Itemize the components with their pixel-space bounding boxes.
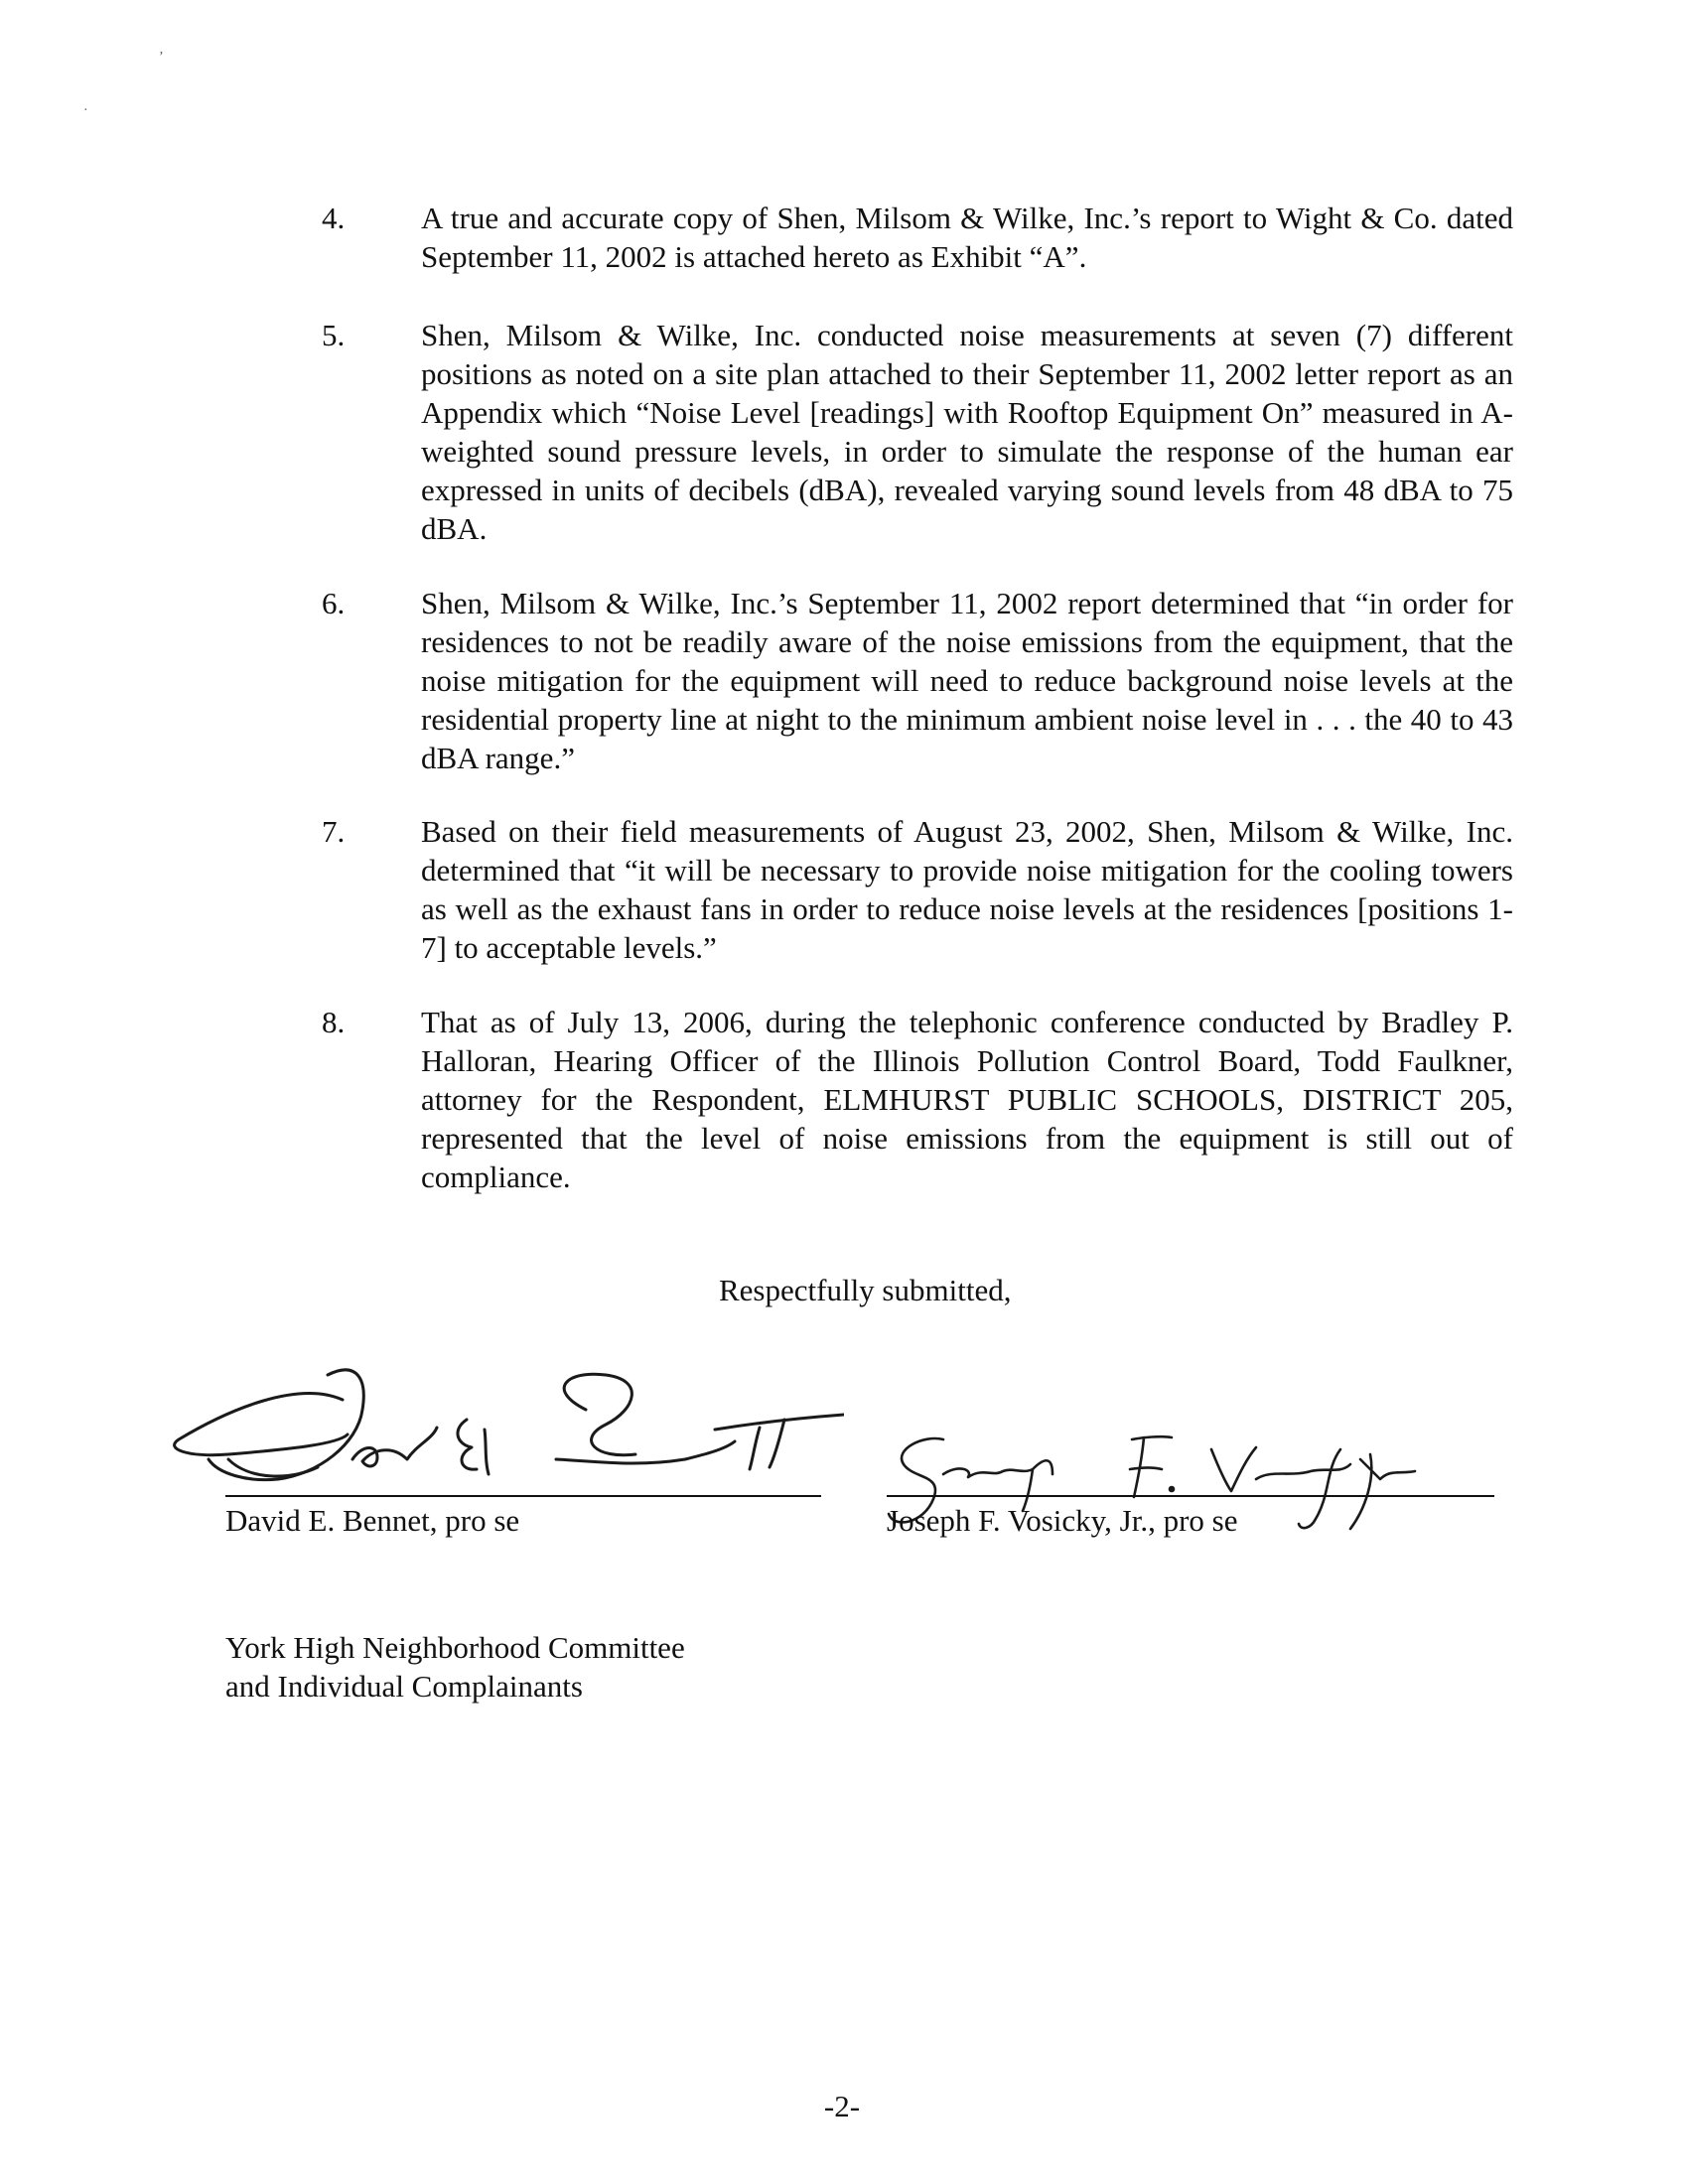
signatory-name-bennet: David E. Bennet, pro se — [225, 1503, 520, 1538]
committee-subline: and Individual Complainants — [225, 1669, 583, 1704]
signatory-name-vosicky: Joseph F. Vosicky, Jr., pro se — [887, 1503, 1238, 1538]
signature-line-vosicky — [887, 1495, 1494, 1497]
paragraph-text: Shen, Milsom & Wilke, Inc.’s September 11, 2002 report determined that “in order for residences to not be readily aware of the noise emissions from the equipment, that the noise mitigation for the equipment will need to reduce background noise levels at the residential property line at night to the minimum ambient noise level in . . . the 40 to 43 dBA range.” — [421, 586, 1513, 775]
paragraph-number: 5. — [322, 318, 346, 352]
closing-line: Respectfully submitted, — [719, 1273, 1012, 1307]
committee-block — [225, 1628, 685, 1706]
paragraph-number: 8. — [322, 1005, 346, 1039]
signature-line-bennet — [225, 1495, 821, 1497]
paragraph-text: A true and accurate copy of Shen, Milsom & Wilke, Inc.’s report to Wight & Co. dated September 11, 2002 is attached hereto as Exhibit “A”. — [421, 201, 1513, 274]
handwritten-signature-vosicky — [874, 1420, 1430, 1539]
paragraph-number: 4. — [322, 201, 346, 235]
paragraph-number: 6. — [322, 586, 346, 620]
scan-speck: ’ — [159, 50, 164, 65]
paragraph-text: Based on their field measurements of August 23, 2002, Shen, Milsom & Wilke, Inc. determined that “it will be necessary to provide noise mitigation for the cooling towers as well as the exhaust fans in order to reduce noise levels at the residences [positions 1-7] to acceptable levels.” — [421, 814, 1513, 965]
committee-name-line: York High Neighborhood Committee — [225, 1630, 685, 1665]
scan-speck: · — [83, 103, 88, 118]
paragraph-number: 7. — [322, 814, 346, 849]
page-number: -2- — [823, 2089, 861, 2123]
paragraph-text: Shen, Milsom & Wilke, Inc. conducted noise measurements at seven (7) different positions as noted on a site plan attached to their September 11, 2002 letter report as an Appendix which “Noise Level [readings] with Rooftop Equipment On” measured in A-weighted sound pressure levels, in order to simulate the response of the human ear expressed in units of decibels (dBA), revealed varying sound levels from 48 dBA to 75 dBA. — [421, 318, 1513, 546]
handwritten-signature-bennet — [169, 1350, 844, 1499]
paragraph-text: That as of July 13, 2006, during the telephonic conference conducted by Bradley P. Halloran, Hearing Officer of the Illinois Pollution Control Board, Todd Faulkner, attorney for the Respondent, ELMHURST PUBLIC SCHOOLS, DISTRICT 205, represented that the level of noise emissions from the equipment is still out of compliance. — [421, 1005, 1513, 1194]
